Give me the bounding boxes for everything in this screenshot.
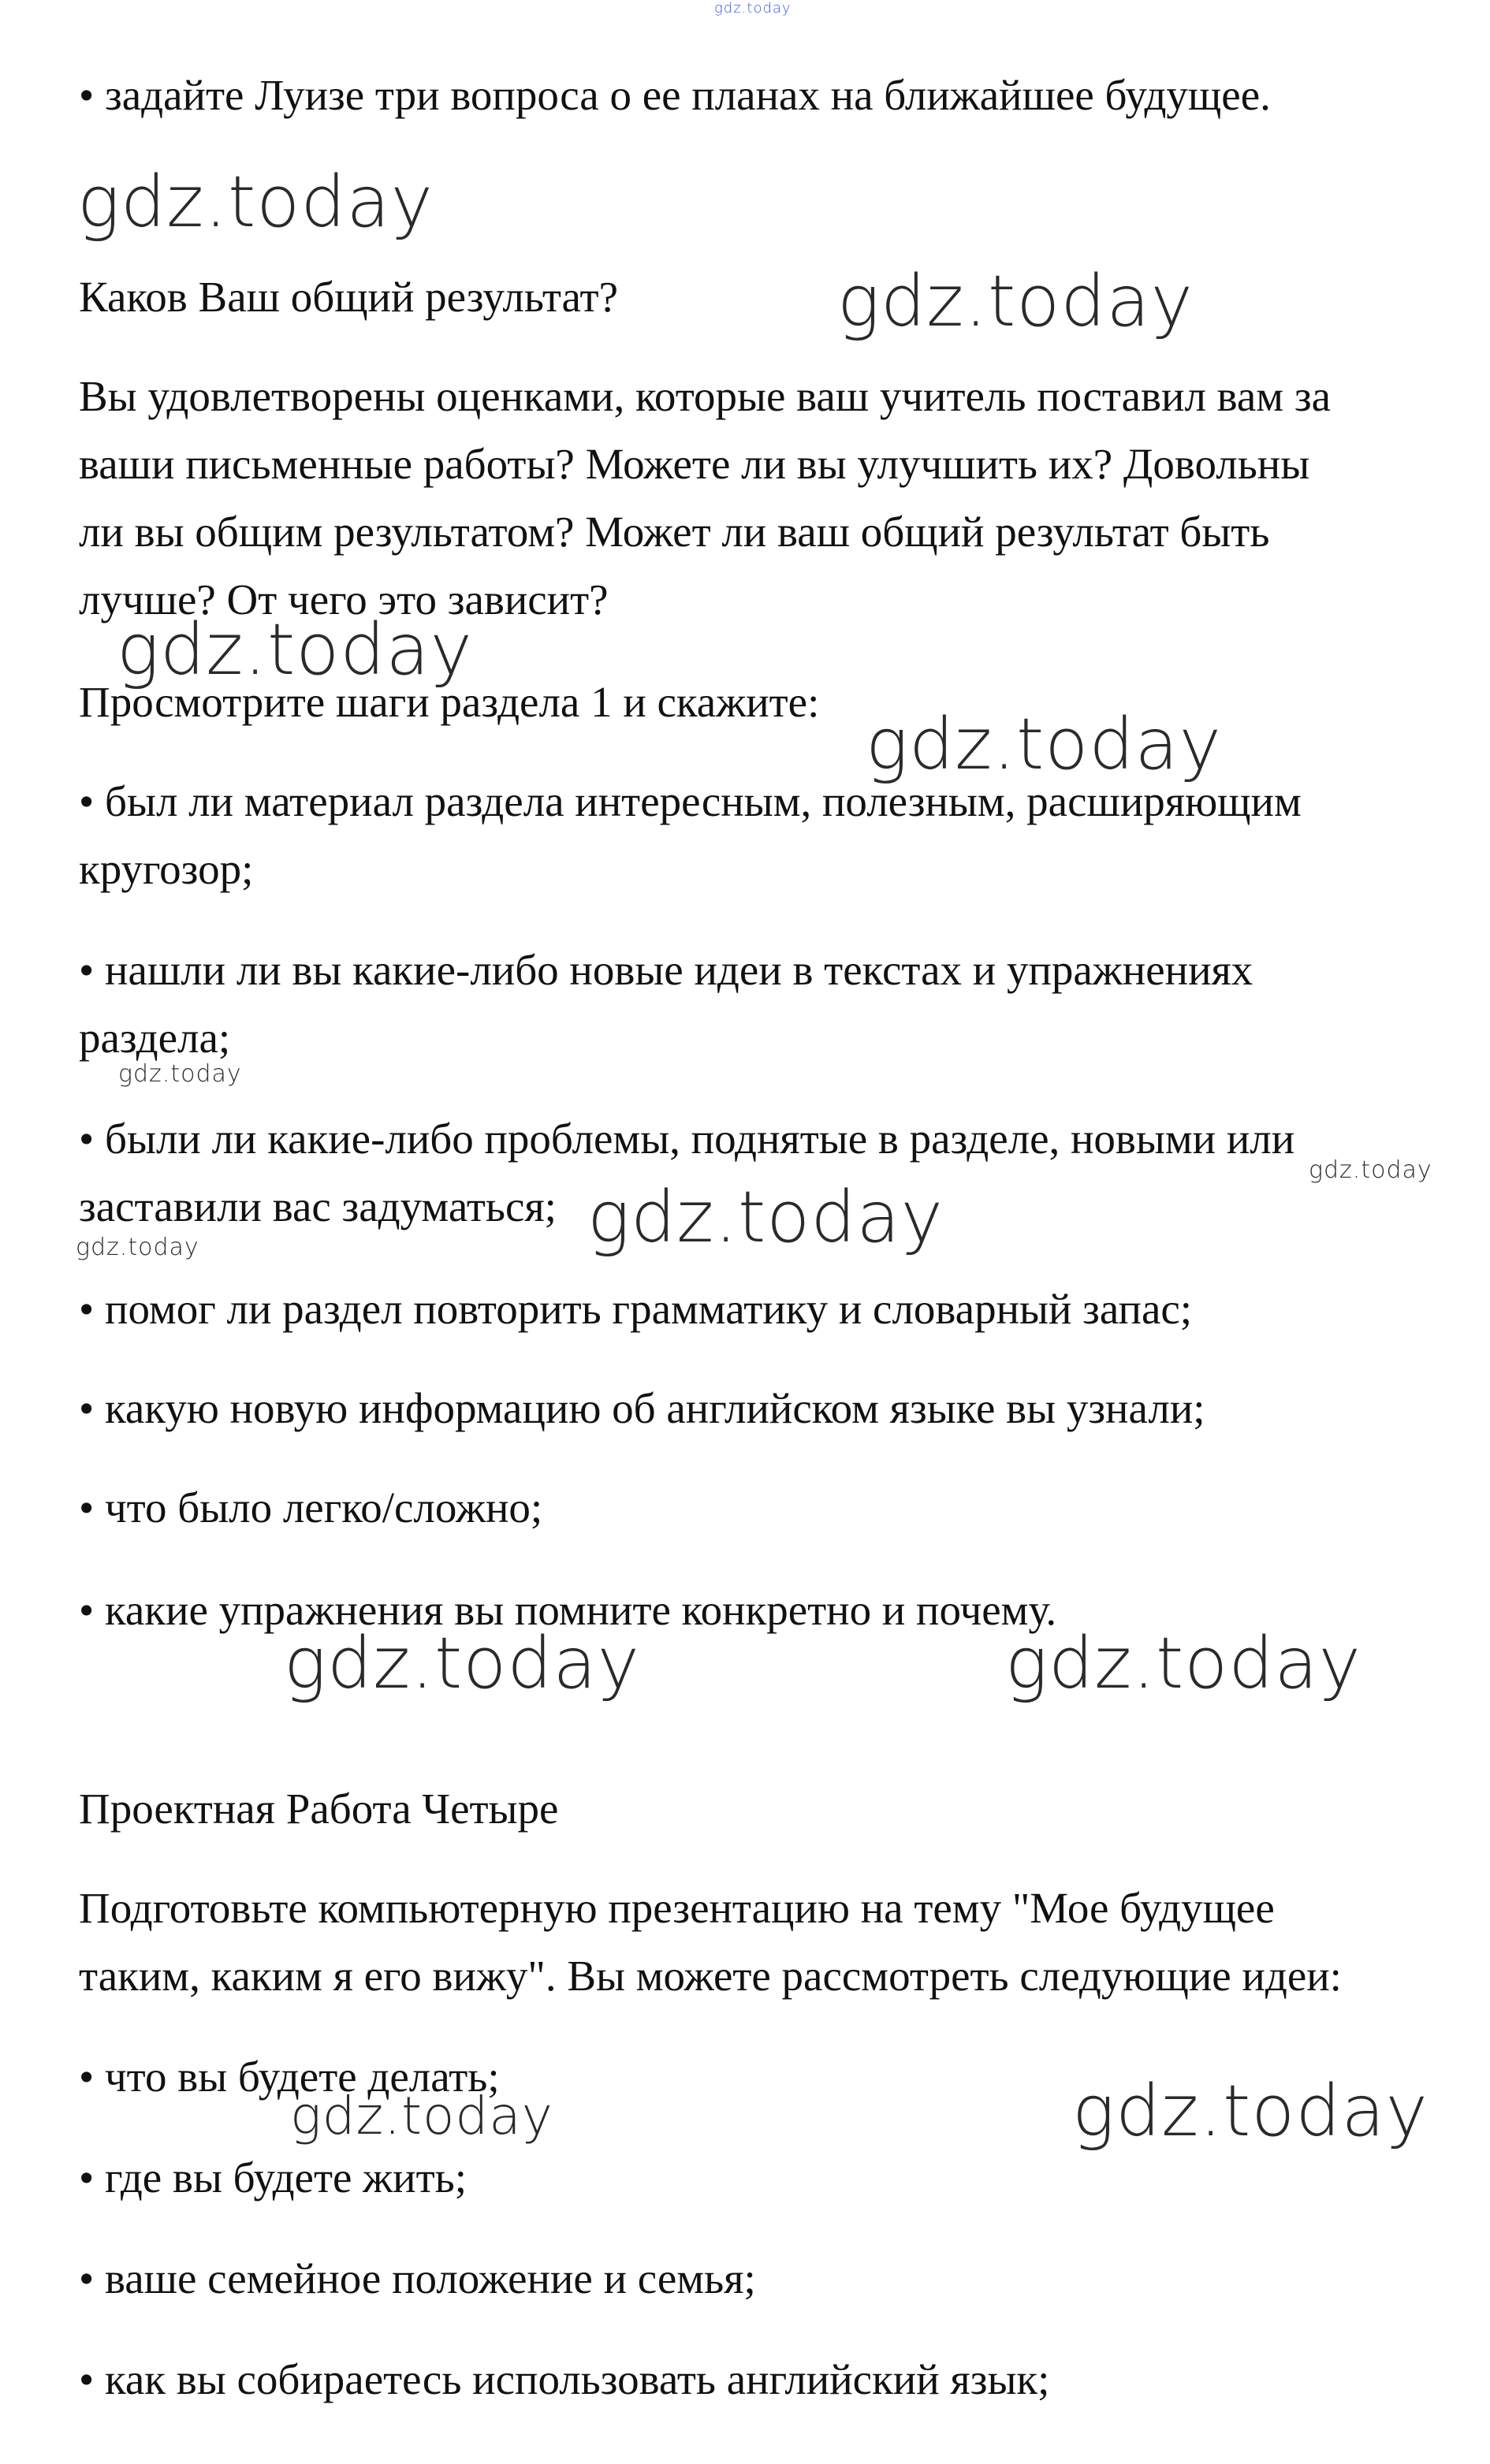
text-line: • что было легко/сложно; (79, 1483, 543, 1532)
watermark-6: gdz.today (1309, 1156, 1432, 1184)
paragraph-16 (79, 2245, 1435, 2313)
text-line: Проектная Работа Четыре (79, 1785, 559, 1833)
text-line: • что вы будете делать; (79, 2053, 500, 2101)
text-line: ваши письменные работы? Можете ли вы улучшить их? Довольны (79, 440, 1310, 488)
text-line: раздела; (79, 1014, 231, 1062)
watermark-11: gdz.today (290, 2086, 553, 2146)
text-line: Вы удовлетворены оценками, которые ваш учитель поставил вам за (79, 372, 1331, 420)
paragraph-5 (79, 768, 1435, 903)
paragraph-13 (79, 1874, 1435, 2010)
watermark-7: gdz.today (587, 1176, 944, 1259)
paragraph-9 (79, 1375, 1435, 1442)
text-line: Каков Ваш общий результат? (79, 273, 618, 321)
paragraph-17 (79, 2346, 1435, 2414)
paragraph-6 (79, 936, 1435, 1072)
watermark-9: gdz.today (284, 1622, 640, 1705)
watermark-4: gdz.today (866, 703, 1222, 786)
text-line: • нашли ли вы какие-либо новые идеи в текстах и упражнениях (79, 946, 1253, 994)
text-line: • был ли материал раздела интересным, полезным, расширяющим (79, 777, 1302, 825)
watermark-5: gdz.today (118, 1060, 242, 1088)
text-line: • задайте Луизе три вопроса о ее планах на ближайшее будущее. (79, 71, 1271, 119)
paragraph-8 (79, 1275, 1435, 1343)
watermark-10: gdz.today (1005, 1622, 1361, 1705)
watermark-2: gdz.today (837, 260, 1194, 343)
paragraph-10 (79, 1474, 1435, 1542)
paragraph-1 (79, 61, 1435, 129)
paragraph-12 (79, 1775, 1435, 1843)
text-line: • были ли какие-либо проблемы, поднятые в разделе, новыми или (79, 1115, 1295, 1163)
watermark-3: gdz.today (117, 609, 473, 691)
watermark-top: gdz.today (714, 0, 792, 17)
text-line: лучше? От чего это зависит? (79, 575, 609, 623)
paragraph-2 (79, 263, 1435, 331)
text-line: • где вы будете жить; (79, 2153, 467, 2202)
text-line: • какие упражнения вы помните конкретно и почему. (79, 1586, 1057, 1634)
text-line: Подготовьте компьютерную презентацию на тему "Мое будущее (79, 1884, 1275, 1932)
text-line: заставили вас задуматься; (79, 1182, 557, 1230)
text-line: таким, каким я его вижу". Вы можете рассмотреть следующие идеи: (79, 1952, 1342, 2000)
watermark-12: gdz.today (1072, 2070, 1429, 2153)
text-line: Просмотрите шаги раздела 1 и скажите: (79, 678, 820, 726)
paragraph-3 (79, 363, 1435, 634)
text-line: • как вы собираетесь использовать английский язык; (79, 2355, 1050, 2403)
text-line: • какую новую информацию об английском языке вы узнали; (79, 1384, 1205, 1432)
watermark-8: gdz.today (76, 1234, 199, 1261)
text-line: • ваше семейное положение и семья; (79, 2254, 756, 2302)
text-line: кругозор; (79, 845, 254, 893)
text-line: ли вы общим результатом? Может ли ваш общий результат быть (79, 508, 1270, 556)
watermark-1: gdz.today (77, 161, 434, 244)
paragraph-15 (79, 2144, 1435, 2212)
text-line: • помог ли раздел повторить грамматику и словарный запас; (79, 1285, 1193, 1333)
